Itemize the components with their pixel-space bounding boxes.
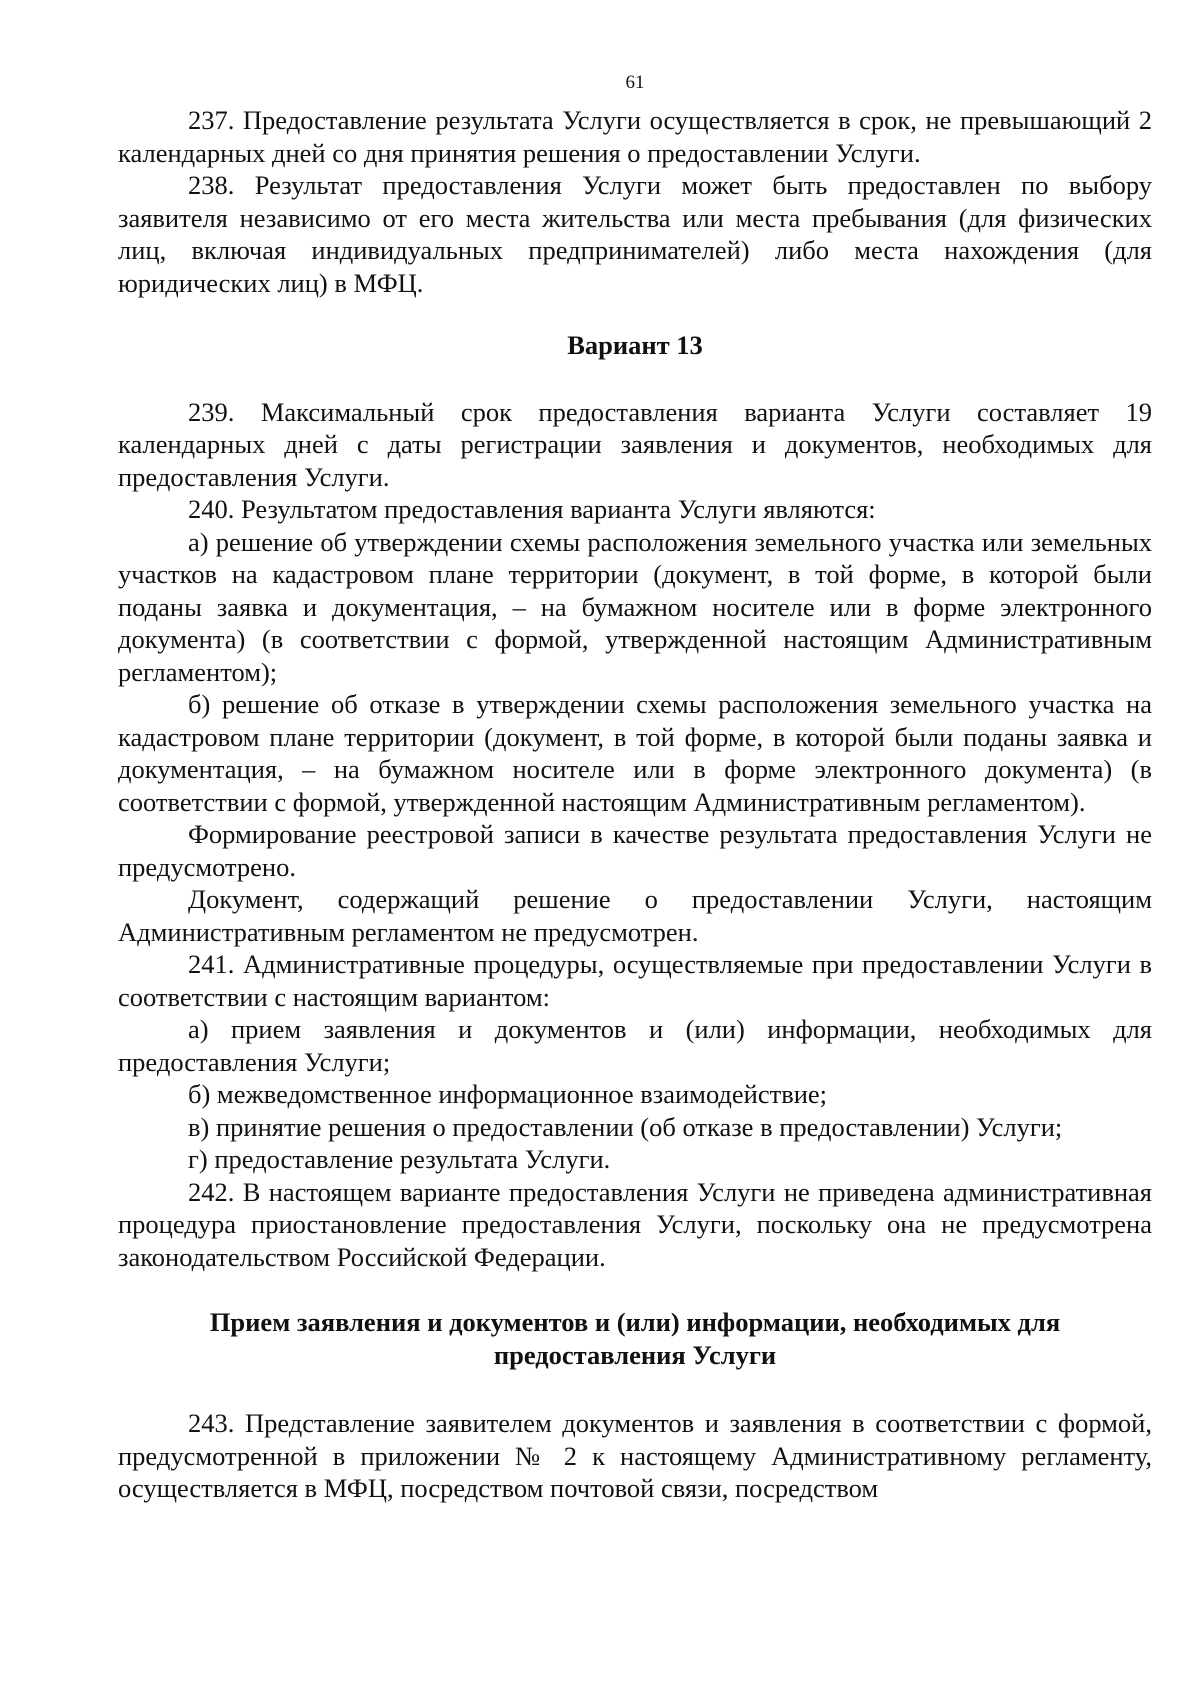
paragraph-237: 237. Предоставление результата Услуги осуществляется в срок, не превышающий 2 календарных дней со дня принятия решения о предоставлении Услуги. xyxy=(118,105,1152,168)
page-number: 61 xyxy=(625,72,645,93)
paragraph-242: 242. В настоящем варианте предоставления Услуги не приведена административная процедура приостановление предоставления Услуги, поскольку она не предусмотрена законодательством Российской Федерации. xyxy=(118,1176,1152,1272)
paragraph-241-a: а) прием заявления и документов и (или) информации, необходимых для предоставления Услуги; xyxy=(118,1014,1152,1077)
paragraph-241-g: г) предоставление результата Услуги. xyxy=(188,1144,611,1174)
heading-reception: Прием заявления и документов и (или) информации, необходимых для предоставления Услуги xyxy=(209,1307,1061,1370)
paragraph-241: 241. Административные процедуры, осуществляемые при предоставлении Услуги в соответствии с настоящим вариантом: xyxy=(118,949,1152,1012)
paragraph-document: Документ, содержащий решение о предоставлении Услуги, настоящим Административным регламентом не предусмотрен. xyxy=(118,884,1152,947)
paragraph-240-b: б) решение об отказе в утверждении схемы расположения земельного участка на кадастровом плане территории (документ, в той форме, в которой были поданы заявка и документация, – на бумажном носителе или в форме электронного документа) (в соответствии с формой, утвержденной настоящим Административным регламентом). xyxy=(118,689,1152,817)
paragraph-239: 239. Максимальный срок предоставления варианта Услуги составляет 19 календарных дней с даты регистрации заявления и документов, необходимых для предоставления Услуги. xyxy=(118,396,1152,492)
paragraph-243: 243. Представление заявителем документов и заявления в соответствии с формой, предусмотренной в приложении № 2 к настоящему Административному регламенту, осуществляется в МФЦ, посредством почтовой связи, посредством xyxy=(118,1408,1152,1503)
heading-variant-13: Вариант 13 xyxy=(567,330,703,360)
paragraph-241-b: б) межведомственное информационное взаимодействие; xyxy=(188,1079,828,1109)
paragraph-238: 238. Результат предоставления Услуги может быть предоставлен по выбору заявителя независимо от его места жительства или места пребывания (для физических лиц, включая индивидуальных предпринимателей) либо места нахождения (для юридических лиц) в МФЦ. xyxy=(118,170,1152,298)
paragraph-240-a: а) решение об утверждении схемы расположения земельного участка или земельных участков на кадастровом плане территории (документ, в той форме, в которой были поданы заявка и документация, – на бумажном носителе или в форме электронного документа) (в соответствии с формой, утвержденной настоящим Административным регламентом); xyxy=(118,526,1152,687)
document-body xyxy=(118,104,1152,1505)
paragraph-240: 240. Результатом предоставления варианта Услуги являются: xyxy=(188,494,876,524)
paragraph-241-v: в) принятие решения о предоставлении (об отказе в предоставлении) Услуги; xyxy=(188,1111,1063,1142)
paragraph-registry-record: Формирование реестровой записи в качестве результата предоставления Услуги не предусмотрено. xyxy=(118,819,1152,882)
